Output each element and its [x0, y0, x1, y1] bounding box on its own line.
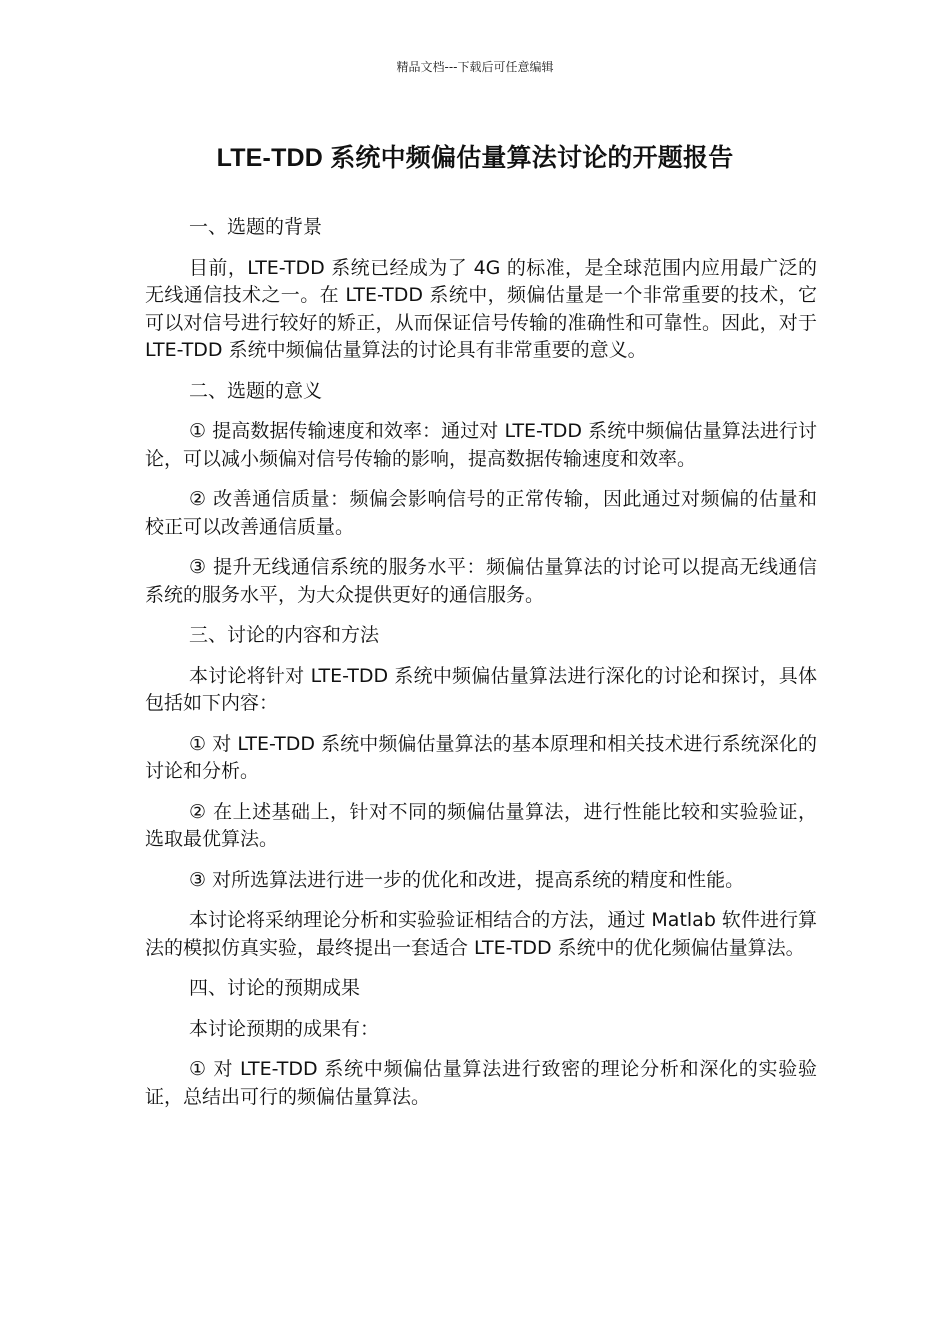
list-item-content-3: ③ 对所选算法进行进一步的优化和改进，提高系统的精度和性能。 [189, 868, 745, 891]
paragraph-background: 目前，LTE-TDD 系统已经成为了 4G 的标准，是全球范围内应用最广泛的无线通信技术之一。在 LTE-TDD 系统中，频偏估量是一个非常重要的技术，它可以对信号进行较好的矫正，从而保证信号传输的准确性和可靠性。因此，对于 LTE-TDD 系统中频偏估量算法的讨论具有非常重要的意义。 [145, 256, 817, 361]
document-body [145, 214, 817, 1124]
document-title: LTE-TDD 系统中频偏估量算法讨论的开题报告 [216, 144, 734, 172]
list-item-significance-2: ② 改善通信质量：频偏会影响信号的正常传输，因此通过对频偏的估量和校正可以改善通信质量。 [145, 488, 817, 538]
header-note: 精品文档---下载后可任意编辑 [396, 60, 554, 74]
paragraph-method: 本讨论将采纳理论分析和实验验证相结合的方法，通过 Matlab 软件进行算法的模拟仿真实验，最终提出一套适合 LTE-TDD 系统中的优化频偏估量算法。 [145, 909, 817, 959]
section-heading-expected-results: 四、讨论的预期成果 [189, 977, 361, 999]
list-item-content-1: ① 对 LTE-TDD 系统中频偏估量算法的基本原理和相关技术进行系统深化的讨论和分析。 [145, 732, 817, 782]
list-item-content-2: ② 在上述基础上，针对不同的频偏估量算法，进行性能比较和实验验证，选取最优算法。 [145, 800, 817, 850]
paragraph-content-intro: 本讨论将针对 LTE-TDD 系统中频偏估量算法进行深化的讨论和探讨，具体包括如下内容： [145, 664, 817, 714]
section-heading-background: 一、选题的背景 [189, 216, 323, 238]
list-item-significance-1: ① 提高数据传输速度和效率：通过对 LTE-TDD 系统中频偏估量算法进行讨论，可以减小频偏对信号传输的影响，提高数据传输速度和效率。 [145, 420, 817, 470]
list-item-significance-3: ③ 提升无线通信系统的服务水平：频偏估量算法的讨论可以提高无线通信系统的服务水平，为大众提供更好的通信服务。 [145, 556, 817, 606]
section-heading-content-method: 三、讨论的内容和方法 [189, 624, 380, 646]
list-item-results-1: ① 对 LTE-TDD 系统中频偏估量算法进行致密的理论分析和深化的实验验证，总结出可行的频偏估量算法。 [145, 1058, 817, 1108]
section-heading-significance: 二、选题的意义 [189, 379, 323, 402]
paragraph-results-intro: 本讨论预期的成果有： [189, 1017, 380, 1040]
